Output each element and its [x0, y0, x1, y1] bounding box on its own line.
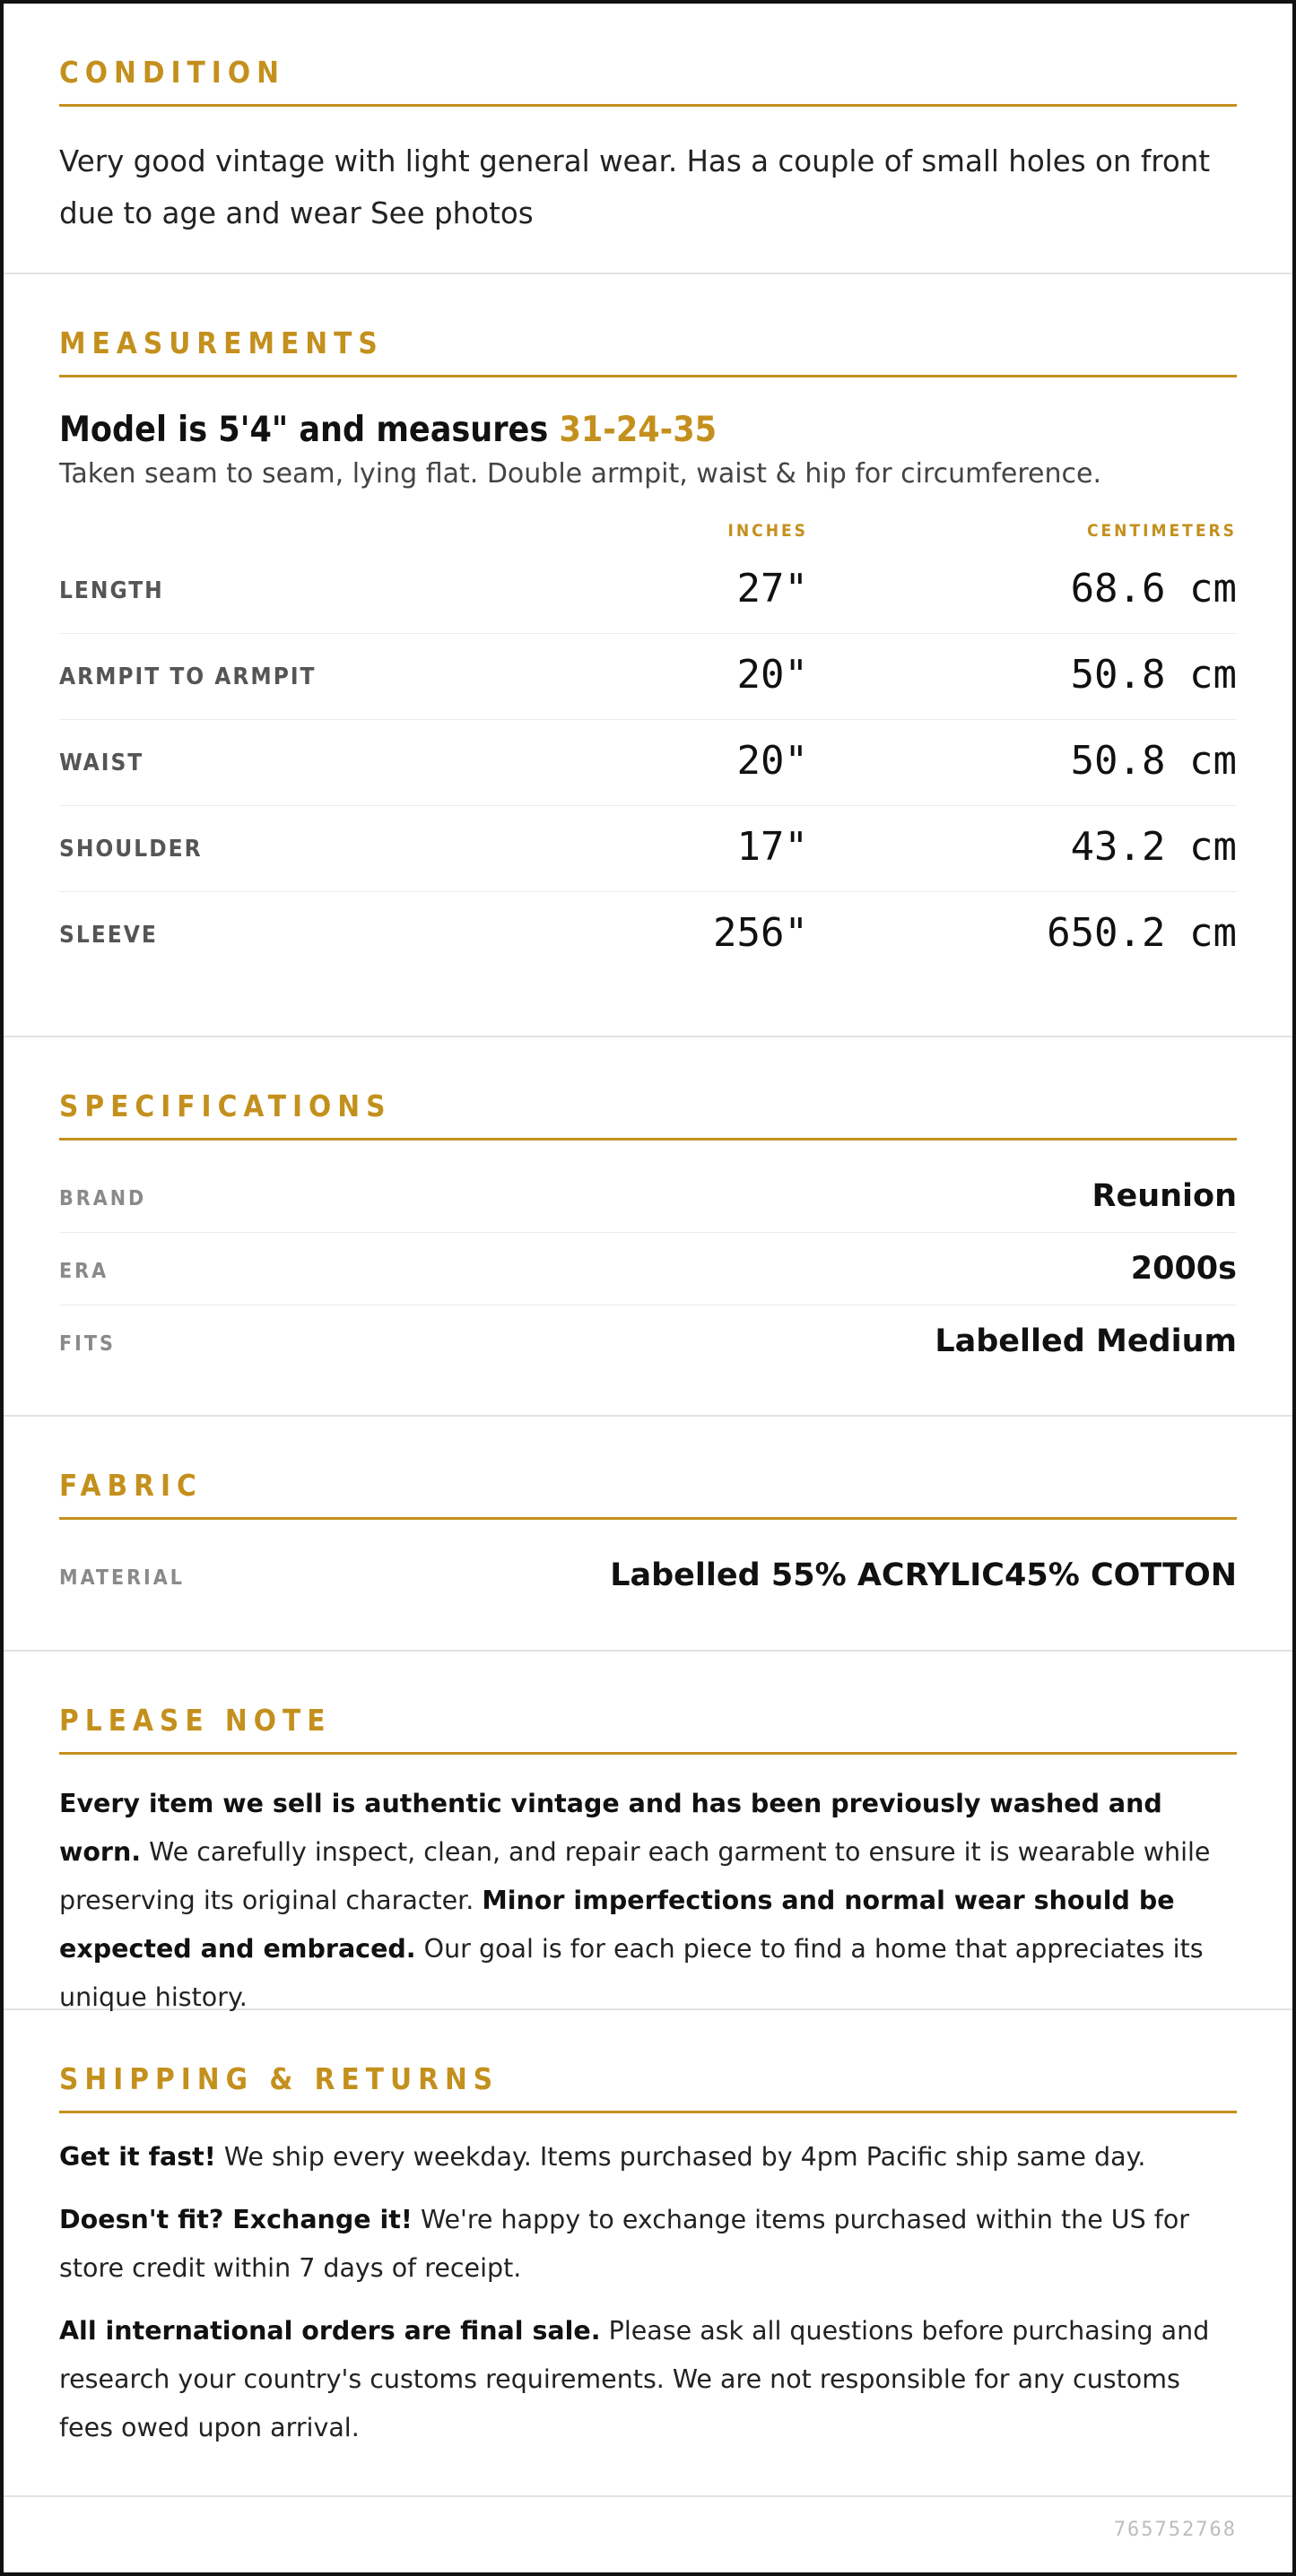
measurement-label: ARMPIT TO ARMPIT — [59, 664, 317, 690]
condition-section — [4, 4, 1292, 274]
spec-row-era — [59, 1233, 1237, 1305]
note-text-2: Our goal is for each piece to find a home that appreciates its unique history. — [59, 1934, 1204, 2012]
note-bold-2: Minor imperfections and normal wear should be expected and embraced. — [59, 1886, 1175, 1964]
measurement-label: SLEEVE — [59, 922, 158, 949]
shipping-item-exchange — [59, 2196, 1237, 2293]
model-prefix: Model is 5'4" and measures — [59, 410, 560, 450]
specifications-list — [59, 1160, 1237, 1378]
model-measurements — [59, 410, 1237, 451]
spec-key: BRAND — [59, 1187, 147, 1210]
please-note-text — [59, 1780, 1237, 2022]
shipping-item-bold: Get it fast! — [59, 2142, 216, 2172]
specifications-title: SPECIFICATIONS — [59, 1089, 1237, 1141]
please-note-section — [4, 1652, 1292, 2010]
shipping-item-text: We're happy to exchange items purchased within the US for store credit within 7 days of receipt. — [59, 2205, 1189, 2283]
measurement-inches: 256" — [713, 910, 808, 956]
spec-key: FITS — [59, 1332, 116, 1356]
please-note-title: PLEASE NOTE — [59, 1704, 1237, 1755]
spec-row-material — [59, 1540, 1237, 1612]
measurement-cm: 50.8 cm — [1070, 738, 1237, 784]
measurement-cm: 43.2 cm — [1070, 824, 1237, 870]
measurement-label: WAIST — [59, 750, 144, 776]
shipping-item-international — [59, 2307, 1237, 2452]
measurement-cm: 650.2 cm — [1047, 910, 1237, 956]
measurement-inches: 27" — [736, 566, 808, 611]
shipping-item-text: Please ask all questions before purchasing and research your country's customs requirements. We are not responsible for any customs fees owed upon arrival. — [59, 2316, 1210, 2442]
spec-value: Labelled Medium — [935, 1323, 1237, 1359]
measurements-title: MEASUREMENTS — [59, 326, 1237, 377]
measurement-row-shoulder — [59, 806, 1237, 892]
condition-text: Very good vintage with light general wear. Has a couple of small holes on front due to age and wear See photos — [59, 144, 1211, 230]
shipping-item-bold: All international orders are final sale. — [59, 2316, 601, 2346]
measurement-row-length — [59, 548, 1237, 634]
spec-value: Reunion — [1092, 1178, 1237, 1214]
model-stats: 31-24-35 — [559, 410, 718, 450]
condition-title: CONDITION — [59, 56, 1237, 107]
measurement-row-armpit — [59, 634, 1237, 720]
measurement-label: LENGTH — [59, 577, 164, 604]
spec-value: 2000s — [1130, 1251, 1237, 1287]
measurement-note: Taken seam to seam, lying flat. Double armpit, waist & hip for circumference. — [59, 458, 1102, 490]
measurement-inches: 20" — [736, 652, 808, 698]
measurement-table — [59, 548, 1237, 978]
measurement-inches: 17" — [736, 824, 808, 870]
item-code: 765752768 — [1113, 2519, 1237, 2541]
measurement-header — [59, 512, 1237, 548]
spec-key: MATERIAL — [59, 1566, 185, 1590]
measurement-cm: 68.6 cm — [1070, 566, 1237, 611]
spec-row-brand — [59, 1160, 1237, 1233]
shipping-item-text: We ship every weekday. Items purchased by 4pm Pacific ship same day. — [215, 2142, 1146, 2172]
spec-value: Labelled 55% ACRYLIC45% COTTON — [610, 1557, 1237, 1593]
measurement-cm: 50.8 cm — [1070, 652, 1237, 698]
shipping-title: SHIPPING & RETURNS — [59, 2062, 1237, 2113]
measurement-inches: 20" — [736, 738, 808, 784]
shipping-item-fast — [59, 2133, 1237, 2181]
measurement-row-sleeve — [59, 892, 1237, 978]
note-text-1: We carefully inspect, clean, and repair each garment to ensure it is wearable while preserving its original character. — [59, 1837, 1211, 1915]
measurement-label: SHOULDER — [59, 836, 203, 863]
note-bold-1: Every item we sell is authentic vintage and has been previously washed and worn. — [59, 1789, 1162, 1867]
spec-row-fits — [59, 1305, 1237, 1378]
fabric-title: FABRIC — [59, 1469, 1237, 1520]
inches-header: INCHES — [727, 521, 808, 541]
measurements-section — [4, 274, 1292, 1037]
spec-key: ERA — [59, 1260, 109, 1283]
centimeters-header: CENTIMETERS — [1086, 521, 1237, 541]
footer — [4, 2497, 1292, 2571]
fabric-section — [4, 1417, 1292, 1652]
fabric-list — [59, 1540, 1237, 1612]
shipping-returns-section — [4, 2010, 1292, 2497]
specifications-section — [4, 1037, 1292, 1417]
shipping-item-bold: Doesn't fit? Exchange it! — [59, 2205, 413, 2234]
measurement-row-waist — [59, 720, 1237, 806]
